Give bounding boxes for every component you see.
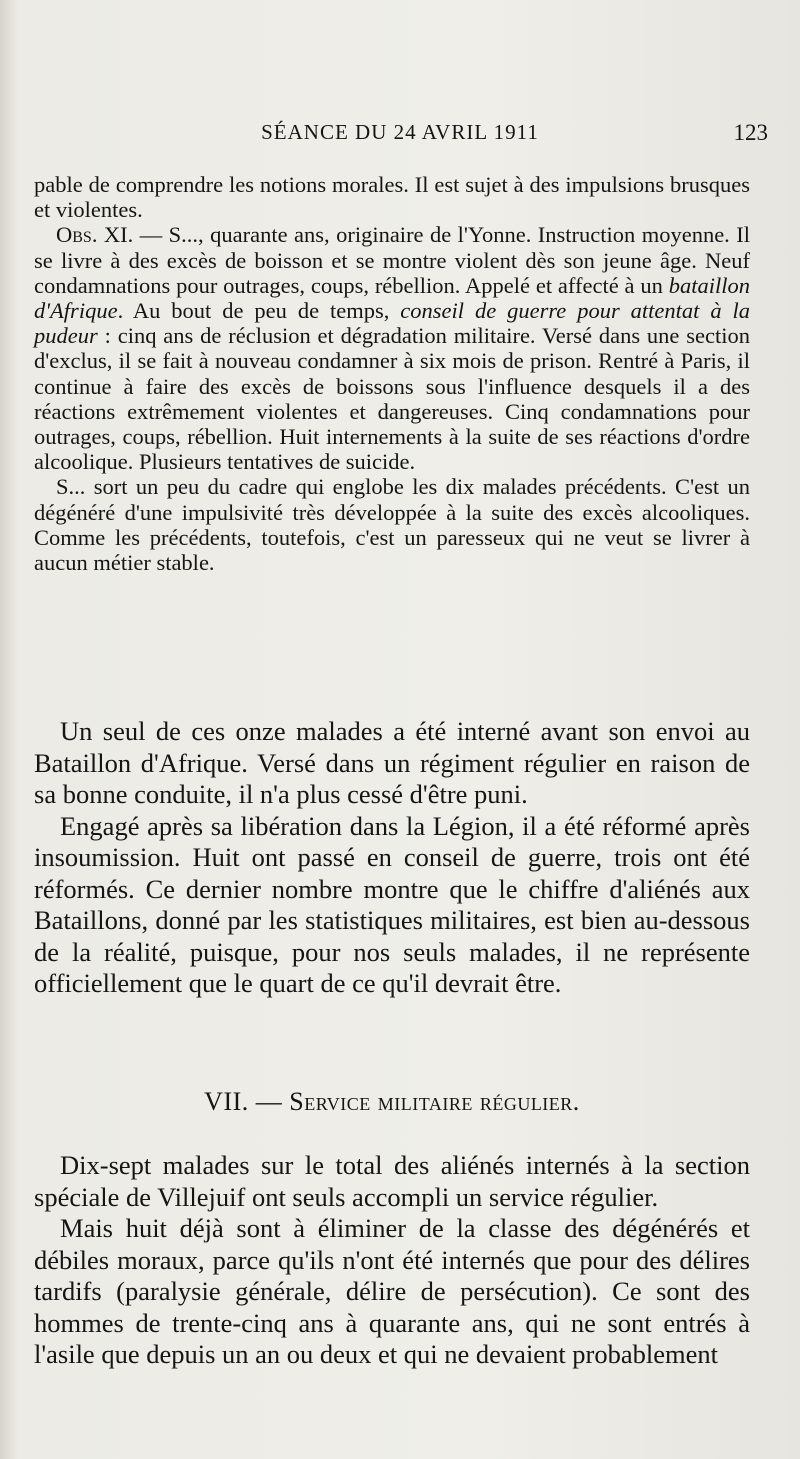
section-number: VII. — (204, 1087, 290, 1116)
page-header (32, 120, 768, 150)
observation-text-part: . Au bout de peu de temps, (117, 298, 401, 324)
running-title: SÉANCE DU 24 AVRIL 1911 (261, 120, 539, 144)
observation-text-block (34, 172, 750, 575)
observation-label: Obs. XI. (56, 222, 134, 248)
paragraph-observation-xi (34, 222, 750, 474)
paragraph-continuation: pable de comprendre les notions morales. Il est sujet à des impulsions brusques et violentes. (34, 172, 750, 223)
paragraph-main: Un seul de ces onze malades a été interné avant son envoi au Bataillon d'Afrique. Versé dans un régiment régulier en raison de sa bonne conduite, il n'a plus cessé d'être puni. (34, 716, 750, 809)
paragraph-main: Engagé après sa libération dans la Légion, il a été réformé après insoumission. Huit ont passé en conseil de guerre, trois ont été réformés. Ce dernier nombre montre que le chiffre d'aliénés aux Bataillons, donné par les statistiques militaires, est bien au-dessous de la réalité, puisque, pour nos seuls malades, il ne représente officiellement que le quart de ce qu'il devrait être. (34, 810, 750, 998)
main-text-block-1 (34, 716, 750, 1000)
observation-text-part: : cinq ans de réclusion et dégradation militaire. Versé dans une section d'exclus, il se fait à nouveau condamner à six mois de prison. Rentré à Paris, il continue à faire des excès de boissons sous l'influence desquels il a des réactions extrêmement violentes et dangereuses. Cinq condamnations pour outrages, coups, rébellion. Huit internements à la suite de ses réactions d'ordre alcoolique. Plusieurs tentatives de suicide. (34, 323, 750, 475)
page-number: 123 (733, 120, 768, 145)
section-title: Service militaire régulier. (289, 1087, 580, 1116)
main-text-block-2 (34, 1150, 750, 1371)
italic-conseil-de-guerre: conseil de guerre pour attentat à la pudeur (34, 298, 750, 349)
paragraph-summary: S... sort un peu du cadre qui englobe les dix malades précédents. C'est un dégénéré d'une impulsivité très développée à la suite des excès alcooliques. Comme les précédents, toutefois, c'est un paresseux qui ne veut se livrer à aucun métier stable. (34, 474, 750, 576)
paragraph-main: Dix-sept malades sur le total des aliénés internés à la section spéciale de Villejuif ont seuls accompli un service régulier. (34, 1150, 750, 1212)
section-heading (34, 1087, 750, 1117)
paragraph-main: Mais huit déjà sont à éliminer de la classe des dégénérés et débiles moraux, parce qu'ils n'ont été internés que pour des délires tardifs (paralysie générale, délire de persécution). Ce sont des hommes de trente-cinq ans à quarante ans, qui ne sont entrés à l'asile que depuis un an ou deux et qui ne devaient probablement (34, 1213, 750, 1369)
italic-bataillon: bataillon d'Afrique (34, 272, 750, 324)
observation-text-part: — S..., quarante ans, originaire de l'Yonne. Instruction moyenne. Il se livre à des excès de boisson et se montre violent dès son jeune âge. Neuf condamnations pour outrages, coups, rébellion. Appelé et affecté à un (34, 222, 750, 298)
